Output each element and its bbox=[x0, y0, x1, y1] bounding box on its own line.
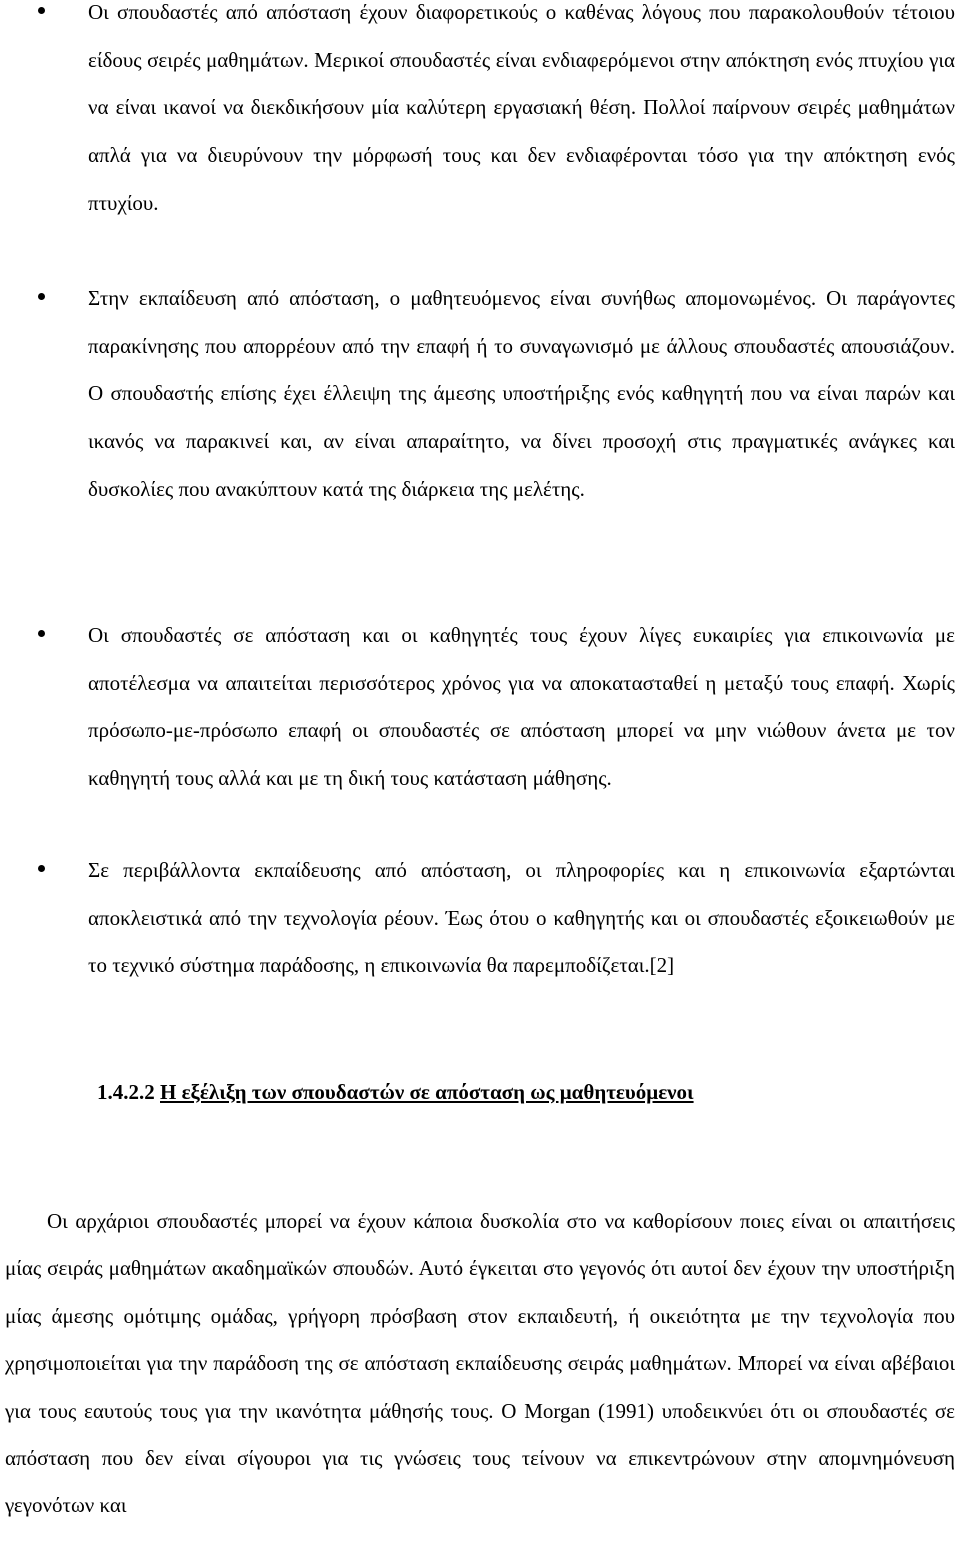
bullet-text-4: Σε περιβάλλοντα εκπαίδευσης από απόσταση, οι πληροφορίες και η επικοινωνία εξαρτώνται αποκλειστικά από την τεχνολογία ρέουν. Έως ότου ο καθηγητής και οι σπουδαστές εξοικειωθούν με το τεχνικό σύστημα παράδοσης, η επικοινωνία θα παρεμποδίζεται.[2] bbox=[88, 858, 955, 978]
bullet-dot-icon bbox=[38, 630, 45, 637]
bullet-item-4 bbox=[0, 847, 960, 990]
bullet-text-2: Στην εκπαίδευση από απόσταση, ο μαθητευόμενος είναι συνήθως απομονωμένος. Οι παράγοντες παρακίνησης που απορρέουν από την επαφή ή το συναγωνισμό με άλλους σπουδαστές απουσιάζουν. Ο σπουδαστής επίσης έχει έλλειψη της άμεσης υποστήριξης ενός καθηγητή που να είναι παρών και ικανός να παρακινεί και, αν είναι απαραίτητο, να δίνει προσοχή στις πραγματικές ανάγκες και δυσκολίες που ανακύπτουν κατά της διάρκεια της μελέτης. bbox=[88, 286, 955, 501]
section-title: Η εξέλιξη των σπουδαστών σε απόσταση ως μαθητευόμενοι bbox=[160, 1080, 694, 1104]
bullet-item-1 bbox=[0, 0, 960, 228]
body-paragraph: Οι αρχάριοι σπουδαστές μπορεί να έχουν κάποια δυσκολία στο να καθορίσουν ποιες είναι οι απαιτήσεις μίας σειράς μαθημάτων ακαδημαϊκών σπουδών. Αυτό έγκειται στο γεγονός ότι αυτοί δεν έχουν την υποστήριξη μίας άμεσης ομότιμης ομάδας, γρήγορη πρόσβαση στον εκπαιδευτή, ή οικειότητα με την τεχνολογία που χρησιμοποιείται για την παράδοση της σε απόσταση εκπαίδευσης σειράς μαθημάτων. Μπορεί να είναι αβέβαιοι για τους εαυτούς τους για την ικανότητα μάθησής τους. Ο Morgan (1991) υποδεικνύει ότι οι σπουδαστές σε απόσταση που δεν είναι σίγουροι για τις γνώσεις τους τείνουν να επικεντρώνουν στην απομνημόνευση γεγονότων και bbox=[5, 1209, 955, 1518]
bullet-text-1: Οι σπουδαστές από απόσταση έχουν διαφορετικούς ο καθένας λόγους που παρακολουθούν τέτοιου είδους σειρές μαθημάτων. Μερικοί σπουδαστές είναι ενδιαφερόμενοι στην απόκτηση ενός πτυχίου για να είναι ικανοί να διεκδικήσουν μία καλύτερη εργασιακή θέση. Πολλοί παίρνουν σειρές μαθημάτων απλά για να διευρύνουν την μόρφωσή τους και δεν ενδιαφέρονται τόσο για την απόκτηση ενός πτυχίου. bbox=[88, 0, 955, 215]
bullet-dot-icon bbox=[38, 865, 45, 872]
bullet-text-3: Οι σπουδαστές σε απόσταση και οι καθηγητές τους έχουν λίγες ευκαιρίες για επικοινωνία με αποτέλεσμα να απαιτείται περισσότερος χρόνος για να αποκατασταθεί η μεταξύ τους επαφή. Χωρίς πρόσωπο-με-πρόσωπο επαφή οι σπουδαστές σε απόσταση μπορεί να μην νιώθουν άνετα με τον καθηγητή τους αλλά και με τη δική τους κατάσταση μάθησης. bbox=[88, 623, 955, 791]
bullet-item-2 bbox=[0, 275, 960, 514]
bullet-dot-icon bbox=[38, 7, 45, 14]
section-number: 1.4.2.2 bbox=[97, 1080, 155, 1104]
section-heading bbox=[97, 1075, 694, 1109]
bullet-dot-icon bbox=[38, 293, 45, 300]
bullet-item-3 bbox=[0, 612, 960, 803]
